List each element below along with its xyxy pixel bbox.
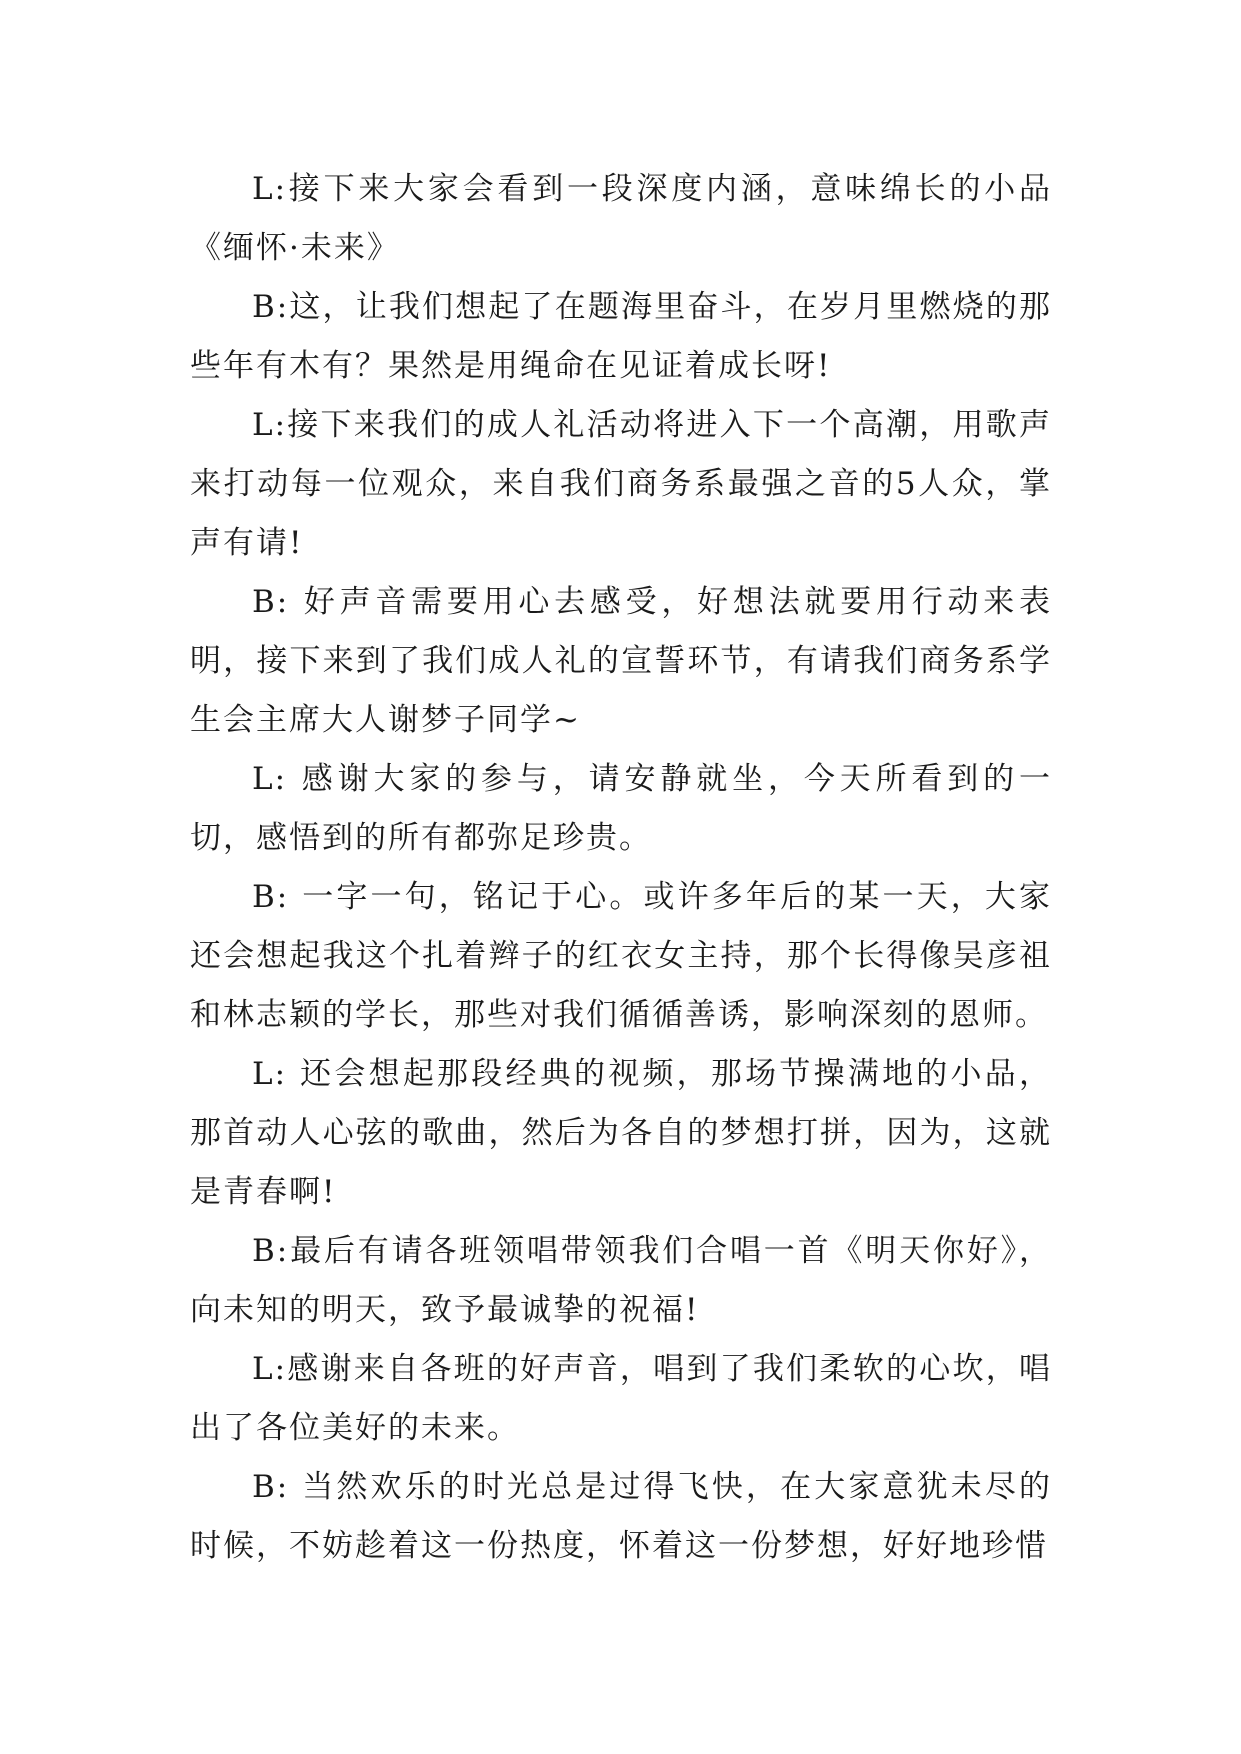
- paragraph-10: B: 当然欢乐的时光总是过得飞快，在大家意犹未尽的时候，不妨趁着这一份热度，怀着这一份梦想，好好地珍惜: [190, 1469, 1052, 1564]
- paragraph-7: L: 还会想起那段经典的视频，那场节操满地的小品，那首动人心弦的歌曲，然后为各自的梦想打拼，因为，这就是青春啊!: [190, 1056, 1052, 1210]
- paragraph-6: B: 一字一句，铭记于心。或许多年后的某一天，大家还会想起我这个扎着辫子的红衣女主持，那个长得像吴彦祖和林志颖的学长，那些对我们循循善诱，影响深刻的恩师。: [190, 879, 1052, 1033]
- paragraph-8: B:最后有请各班领唱带领我们合唱一首《明天你好》，向未知的明天，致予最诚挚的祝福!: [190, 1233, 1052, 1328]
- paragraph-4: B: 好声音需要用心去感受，好想法就要用行动来表明，接下来到了我们成人礼的宣誓环节，有请我们商务系学生会主席大人谢梦子同学~: [190, 584, 1052, 738]
- paragraph-2: B:这，让我们想起了在题海里奋斗，在岁月里燃烧的那些年有木有？果然是用绳命在见证着成长呀!: [190, 289, 1052, 384]
- paragraph-1: L:接下来大家会看到一段深度内涵，意味绵长的小品《缅怀·未来》: [190, 171, 1052, 266]
- paragraph-3: L:接下来我们的成人礼活动将进入下一个高潮，用歌声来打动每一位观众，来自我们商务系最强之音的5人众，掌声有请!: [190, 407, 1052, 561]
- paragraph-9: L:感谢来自各班的好声音，唱到了我们柔软的心坎，唱出了各位美好的未来。: [190, 1351, 1052, 1446]
- paragraph-5: L: 感谢大家的参与，请安静就坐，今天所看到的一切，感悟到的所有都弥足珍贵。: [190, 761, 1052, 856]
- document-body: [190, 160, 1052, 1576]
